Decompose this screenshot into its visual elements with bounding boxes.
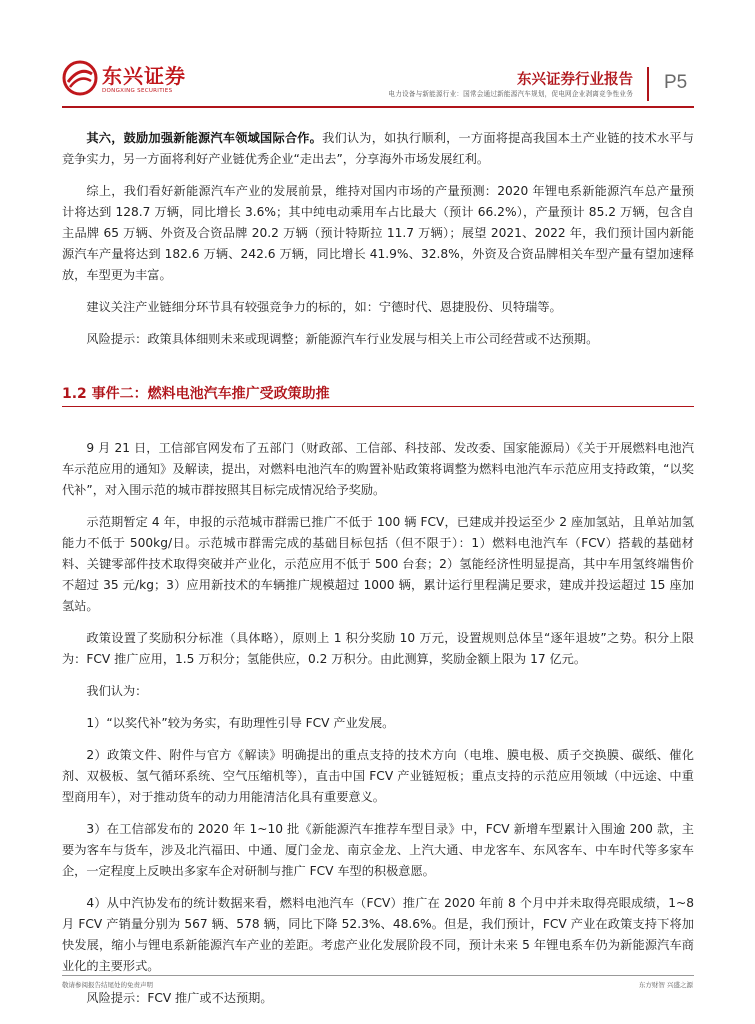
report-title: 东兴证券行业报告 bbox=[517, 72, 633, 88]
paragraph-recommendation: 建议关注产业链细分环节具有较强竞争力的标的，如：宁德时代、恩捷股份、贝特瑞等。 bbox=[86, 300, 562, 314]
paragraph-notice: 9 月 21 日，工信部官网发布了五部门（财政部、工信部、科技部、发改委、国家能源局）《关于开展燃料电池汽车示范应用的通知》及解读，提出，对燃料电池汽车的购置补贴政策将调整为燃料电池汽车示范应用支持政策，“以奖代补”，对入围示范的城市群按照其目标完成情况给予奖励。 bbox=[62, 441, 694, 497]
logo-mark-icon bbox=[62, 60, 98, 96]
paragraph-fcv-risk: 风险提示：FCV 推广或不达预期。 bbox=[86, 991, 273, 1005]
report-subtitle: 电力设备与新能源行业：国常会通过新能源汽车规划，促电网企业剥离竞争性业务 bbox=[388, 90, 633, 98]
paragraph-international-cooperation bbox=[62, 128, 694, 170]
logo-text-en: DONGXING SECURITIES bbox=[102, 88, 173, 94]
paragraph-point-4: 4）从中汽协发布的统计数据来看，燃料电池汽车（FCV）推广在 2020 年前 8 个月中并未取得亮眼成绩，1~8 月 FCV 产销量分别为 567 辆、578 辆，同比下降 52.3%、48.6%。但是，我们预计，FCV 产业在政策支持下将加快发展，缩小与锂电系新能源汽车产业的差距。考虑产业化发展阶段不同，预计未来 5 年锂电系车仍为新能源汽车商业化的主要形式。 bbox=[62, 896, 694, 973]
paragraph-forecast: 综上，我们看好新能源汽车产业的发展前景，维持对国内市场的产量预测：2020 年锂电系新能源汽车总产量预计将达到 128.7 万辆，同比增长 3.6%；其中纯电动乘用车占比最大（预计 66.2%），产量预计 85.2 万辆，包含自主品牌 65 万辆、外资及合资品牌 20.2 万辆（预计特斯拉 11.7 万辆）；展望 2021、2022 年，我们预计国内新能源汽车产量将达到 182.6 万辆、242.6 万辆，同比增长 41.9%、32.8%，外资及合资品牌相关车型产量有望加速释放，车型更为丰富。 bbox=[62, 184, 694, 282]
footer-slogan: 东方财智 兴盛之源 bbox=[638, 981, 693, 989]
paragraph-point-1: 1）“以奖代补”较为务实，有助理性引导 FCV 产业发展。 bbox=[86, 716, 395, 730]
paragraph-point-3: 3）在工信部发布的 2020 年 1~10 批《新能源汽车推荐车型目录》中，FCV 新增车型累计入围逾 200 款，主要为客车与货车，涉及北汽福田、中通、厦门金龙、南京金龙、上汽大通、申龙客车、东风客车、中车时代等多家车企，一定程度上反映出多家车企对研制与推广 FCV 车型的积极意愿。 bbox=[62, 822, 694, 878]
intro-section bbox=[62, 128, 694, 361]
paragraph-demo-period: 示范期暂定 4 年，申报的示范城市群需已推广不低于 100 辆 FCV，已建成并投运至少 2 座加氢站，且单站加氢能力不低于 500kg/日。示范城市群需完成的基础目标包括（但不限于）：1）燃料电池汽车（FCV）搭载的基础材料、关键零部件技术取得突破并产业化，示范应用不低于 500 台套；2）氢能经济性明显提高，其中车用氢终端售价不超过 35 元/kg；3）应用新技术的车辆推广规模超过 1000 辆，累计运行里程满足要求，建成并投运超过 15 座加氢站。 bbox=[62, 515, 694, 613]
section-rule bbox=[62, 406, 694, 407]
paragraph-risk: 风险提示：政策具体细则未来或现调整；新能源汽车行业发展与相关上市公司经营或不达预期。 bbox=[86, 332, 599, 346]
footer-rule bbox=[62, 975, 694, 976]
company-logo bbox=[62, 58, 192, 104]
event-two-body bbox=[62, 438, 694, 1020]
paragraph-point-2: 2）政策文件、附件与官方《解读》明确提出的重点支持的技术方向（电堆、膜电极、质子交换膜、碳纸、催化剂、双极板、氢气循环系统、空气压缩机等），直击中国 FCV 产业链短板；重点支持的示范应用领域（中远途、中重型商用车），对于推动货车的动力用能清洁化具有重要意义。 bbox=[62, 748, 694, 804]
section-heading bbox=[62, 383, 694, 405]
paragraph-opinion-intro: 我们认为： bbox=[86, 684, 148, 698]
paragraph-text: 我们认为，如执行顺利，一方面将提高我国本土产业链的技术水平与竞争实力，另一方面将利好产业链优秀企业“走出去”，分享海外市场发展红利。 bbox=[62, 131, 694, 166]
page-number: P5 bbox=[664, 72, 688, 93]
paragraph-lead: 其六，鼓励加强新能源汽车领域国际合作。 bbox=[86, 131, 323, 145]
section-title: 1.2 事件二：燃料电池汽车推广受政策助推 bbox=[62, 386, 330, 402]
footer-disclaimer: 敬请参阅报告结尾处的免责声明 bbox=[62, 981, 153, 989]
paragraph-reward-points: 政策设置了奖励积分标准（具体略），原则上 1 积分奖励 10 万元，设置规则总体呈“逐年退坡”之势。积分上限为：FCV 推广应用，1.5 万积分；氢能供应，0.2 万积分。由此测算，奖励金额上限为 17 亿元。 bbox=[62, 631, 694, 666]
logo-text-cn: 东兴证券 bbox=[102, 64, 186, 88]
header-rule bbox=[62, 106, 694, 108]
page-header bbox=[0, 0, 755, 110]
header-divider bbox=[647, 67, 649, 101]
